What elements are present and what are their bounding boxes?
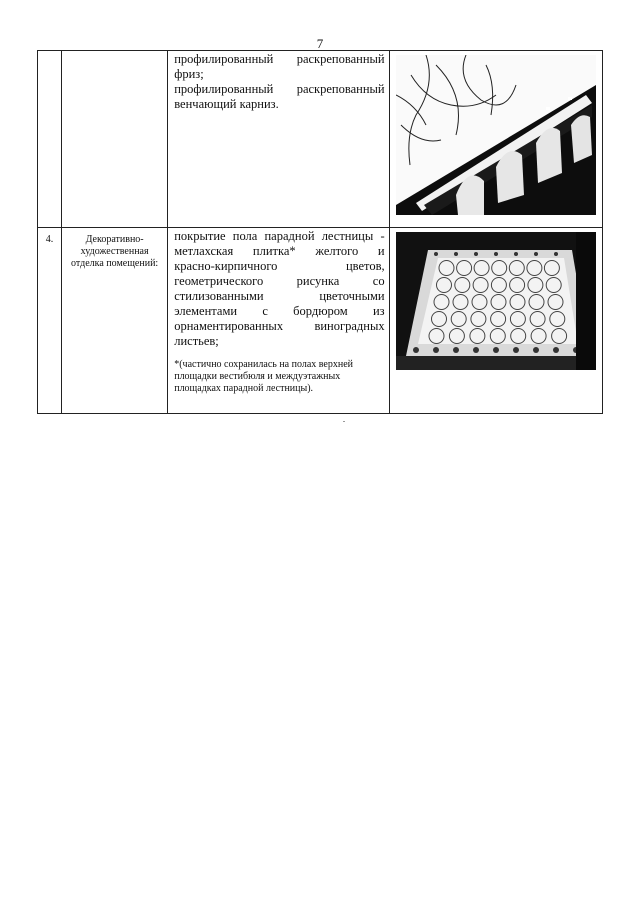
cornice-photo [396, 55, 596, 215]
description-line: геометрического рисунка со [174, 274, 385, 288]
table-row [38, 228, 603, 414]
row-number-cell [38, 228, 62, 414]
description-line: красно-кирпичного цветов, [174, 259, 385, 273]
description-line: орнаментированных виноградных [174, 319, 385, 333]
photo-cell [389, 228, 602, 414]
scan-speck [343, 421, 345, 422]
page-number: 7 [316, 36, 324, 51]
description-line: венчающий карниз. [174, 97, 279, 111]
photo-cell [389, 51, 602, 228]
description-line: листьев; [174, 334, 219, 348]
description-cell [168, 51, 389, 228]
description-line: профилированный раскрепованный [174, 82, 385, 96]
element-name [62, 51, 167, 57]
footnote: *(частично сохранилась на полах верхней площадки вестибюля и междуэтажных площадках парадной лестницы). [174, 359, 353, 394]
description-line: элементами с бордюром из [174, 304, 385, 318]
element-name-cell [62, 51, 168, 228]
description [168, 51, 388, 112]
description [168, 228, 388, 395]
row-number [38, 51, 61, 57]
monument-subject-table [37, 50, 603, 414]
description-cell [168, 228, 389, 414]
element-name-cell [62, 228, 168, 414]
description-line: покрытие пола парадной лестницы - [174, 229, 385, 243]
element-name: Декоративно-художественная отделка помещений: [71, 234, 159, 269]
tile-floor-photo [396, 232, 596, 370]
description-line: стилизованными цветочными [174, 289, 385, 303]
description-line: профилированный раскрепованный [174, 52, 385, 66]
description-line: фриз; [174, 67, 204, 81]
table-row [38, 51, 603, 228]
row-number: 4. [45, 234, 54, 245]
description-line: метлахская плитка* желтого и [174, 244, 385, 258]
row-number-cell [38, 51, 62, 228]
